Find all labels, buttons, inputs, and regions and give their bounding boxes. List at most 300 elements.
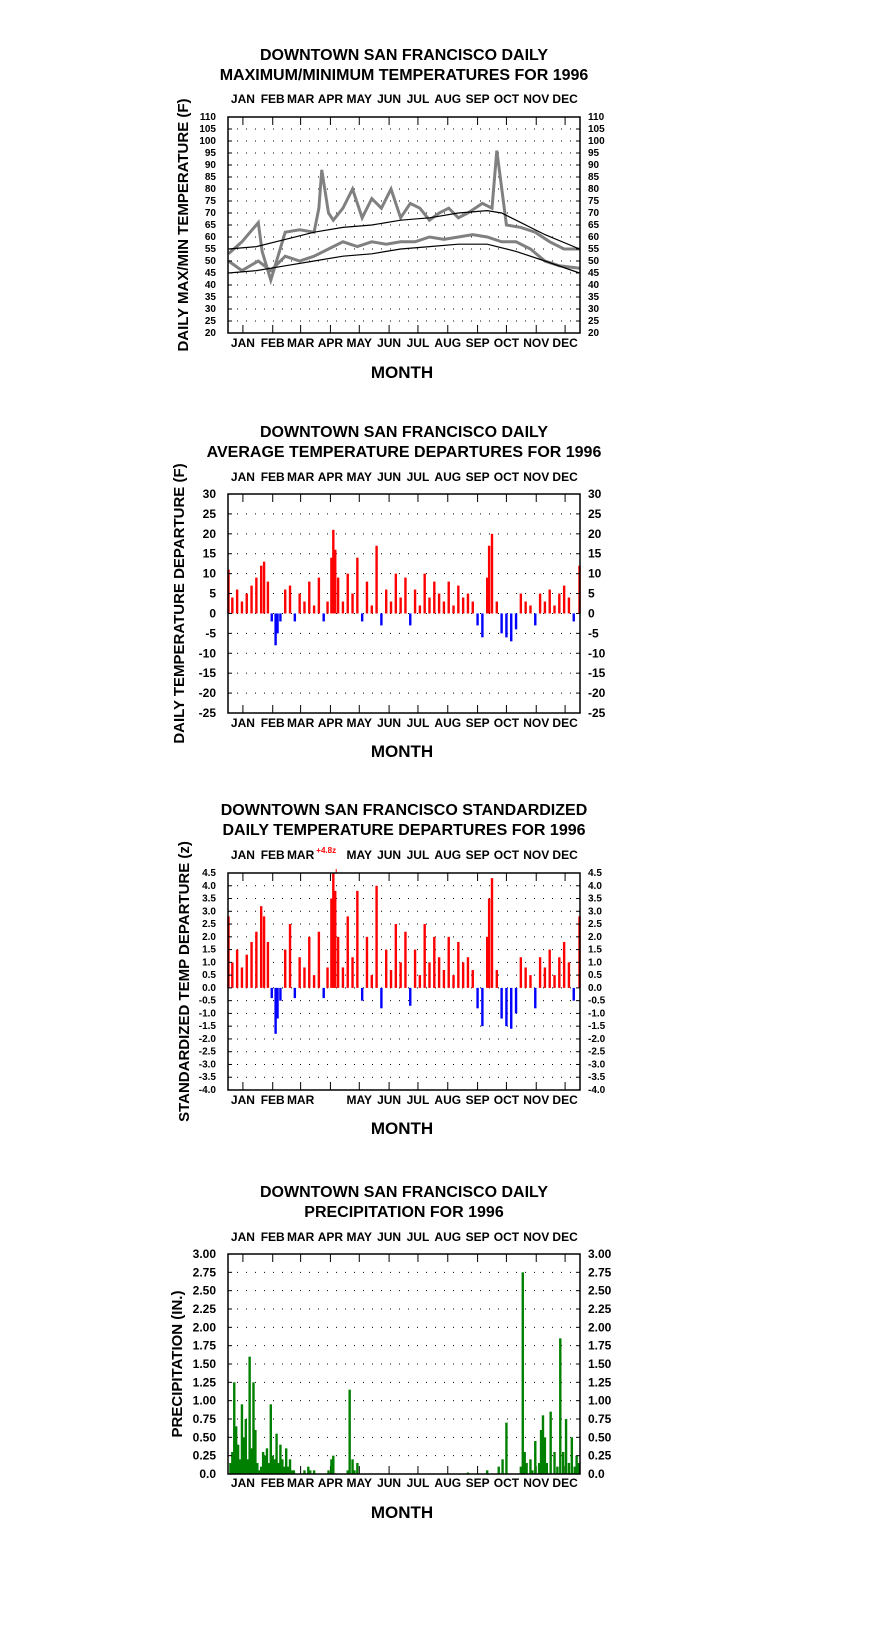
data-bar <box>500 988 502 1019</box>
data-bar <box>361 613 363 621</box>
month-label-top: OCT <box>493 1230 520 1244</box>
month-label-bottom: APR <box>317 336 344 350</box>
x-axis-label: MONTH <box>370 1119 434 1138</box>
data-bar <box>500 613 502 633</box>
y-tick-label-left: -15 <box>198 666 216 681</box>
y-tick-label-right: 50 <box>588 256 600 267</box>
y-tick-label-right: 2.5 <box>588 919 602 931</box>
data-bar <box>573 988 575 1001</box>
y-tick-label-right: 65 <box>588 220 600 231</box>
month-label-top: JUN <box>377 92 402 106</box>
data-bar <box>573 613 575 621</box>
data-bar <box>271 988 273 998</box>
month-label-bottom: NOV <box>523 716 550 730</box>
y-tick-label-left: 2.75 <box>192 1265 216 1280</box>
month-label-bottom: JUN <box>377 336 402 350</box>
y-tick-label-left: 20 <box>202 526 216 541</box>
month-label-top: JUN <box>377 848 402 862</box>
data-bar <box>337 578 339 614</box>
y-tick-label-left: 3.00 <box>192 1247 216 1261</box>
data-bar <box>568 1463 570 1474</box>
data-bar <box>472 970 474 988</box>
y-tick-label-right: 30 <box>588 304 600 315</box>
y-tick-label-right: 0.75 <box>588 1412 612 1426</box>
data-bar <box>534 1441 536 1474</box>
y-tick-label-left: 1.00 <box>192 1393 216 1408</box>
data-bar <box>568 598 570 614</box>
data-bar <box>438 957 440 988</box>
y-tick-label-left: 0.0 <box>199 1467 216 1481</box>
month-label-bottom: OCT <box>493 716 520 730</box>
y-tick-label-right: 20 <box>588 328 600 339</box>
y-tick-label-left: 0.50 <box>192 1430 216 1445</box>
data-bar <box>385 950 387 988</box>
data-bar <box>294 988 296 998</box>
month-label-bottom: NOV <box>523 1476 550 1490</box>
y-tick-label-right: 4.0 <box>588 880 602 892</box>
data-bar <box>246 594 248 614</box>
month-label-bottom: MAY <box>346 1476 373 1490</box>
month-label-bottom: JUL <box>406 336 430 350</box>
data-bar <box>428 598 430 614</box>
month-label-bottom: FEB <box>260 716 285 730</box>
month-label-top: JUL <box>406 92 430 106</box>
month-label-top: MAR <box>286 92 315 106</box>
data-bar <box>553 605 555 613</box>
y-tick-label-right: -20 <box>588 686 606 701</box>
data-bar <box>371 605 373 613</box>
month-label-bottom: JAN <box>230 336 255 350</box>
data-bar <box>462 598 464 614</box>
y-tick-label-left: 105 <box>199 124 216 135</box>
y-tick-label-left: 100 <box>199 136 216 147</box>
data-bar <box>414 590 416 614</box>
y-tick-label-right: 1.50 <box>588 1357 612 1371</box>
data-bar <box>356 891 358 988</box>
data-bar <box>568 962 570 988</box>
data-bar <box>347 574 349 614</box>
month-label-bottom: JUN <box>377 716 402 730</box>
y-tick-label-right: 110 <box>588 112 605 123</box>
data-bar <box>395 924 397 988</box>
data-bar <box>443 970 445 988</box>
y-tick-label-right: 4.5 <box>588 868 602 879</box>
data-bar <box>510 988 512 1029</box>
data-bar <box>303 967 305 987</box>
month-label-bottom: AUG <box>434 336 462 350</box>
y-tick-label-left: -2.5 <box>198 1046 216 1058</box>
month-label-bottom: SEP <box>465 1476 490 1490</box>
y-tick-label-left: 3.0 <box>202 906 216 918</box>
y-tick-label-left: 0.5 <box>202 970 216 982</box>
data-bar <box>313 605 315 613</box>
month-label-top: FEB <box>260 1230 285 1244</box>
data-bar <box>496 602 498 614</box>
data-bar <box>371 975 373 988</box>
data-bar <box>501 1459 503 1474</box>
data-bar <box>414 950 416 988</box>
month-label-bottom: SEP <box>465 1093 490 1107</box>
data-bar <box>472 602 474 614</box>
data-bar <box>549 950 551 988</box>
data-bar <box>236 590 238 614</box>
y-tick-label-right: -10 <box>588 646 606 661</box>
y-tick-label-right: 70 <box>588 208 600 219</box>
month-label-top: MAY <box>346 470 373 484</box>
month-label-top: NOV <box>523 848 550 862</box>
data-bar <box>505 988 507 1026</box>
y-tick-label-right: 90 <box>588 160 600 171</box>
data-bar <box>457 942 459 988</box>
chart-title-line: DOWNTOWN SAN FRANCISCO DAILY <box>260 47 548 64</box>
y-axis-label: PRECIPITATION (IN.) <box>169 1290 186 1438</box>
month-label-top: APR <box>317 1230 344 1244</box>
y-tick-label-left: -1.5 <box>198 1021 216 1033</box>
data-bar <box>332 1456 334 1474</box>
y-tick-label-right: 1.25 <box>588 1375 612 1390</box>
y-tick-label-left: 20 <box>204 328 216 339</box>
data-bar <box>308 582 310 614</box>
data-bar <box>563 586 565 614</box>
data-bar <box>529 975 531 988</box>
data-bar <box>289 924 291 988</box>
data-bar <box>562 1452 564 1474</box>
y-tick-label-right: -2.5 <box>588 1046 606 1058</box>
month-label-bottom: MAY <box>346 716 373 730</box>
y-tick-label-left: 45 <box>204 268 216 279</box>
data-bar <box>491 534 493 614</box>
data-bar <box>448 937 450 988</box>
data-bar <box>236 950 238 988</box>
data-bar <box>476 613 478 625</box>
data-bar <box>322 988 324 998</box>
y-tick-label-left: 40 <box>204 280 216 291</box>
month-label-top: NOV <box>523 92 550 106</box>
data-bar <box>556 1467 558 1474</box>
month-label-bottom: OCT <box>493 336 520 350</box>
y-tick-label-left: 10 <box>202 566 216 581</box>
y-tick-label-left: 3.5 <box>202 893 216 905</box>
data-bar <box>279 613 281 621</box>
y-tick-label-right: -25 <box>588 706 606 720</box>
month-label-top: DEC <box>552 1230 578 1244</box>
month-label-top: MAY <box>346 92 373 106</box>
y-tick-label-left: 2.00 <box>192 1320 216 1335</box>
y-tick-label-left: 1.50 <box>192 1357 216 1371</box>
data-bar <box>313 975 315 988</box>
data-bar <box>303 602 305 614</box>
month-label-top: SEP <box>465 92 490 106</box>
data-bar <box>298 594 300 614</box>
y-tick-label-left: 60 <box>204 232 216 243</box>
data-bar <box>231 598 233 614</box>
month-label-top: JUL <box>406 848 430 862</box>
month-label-bottom: MAY <box>346 336 373 350</box>
y-tick-label-left: 0.75 <box>192 1412 216 1426</box>
chart-title-line: AVERAGE TEMPERATURE DEPARTURES FOR 1996 <box>206 444 602 461</box>
data-bar <box>558 594 560 614</box>
data-bar <box>255 578 257 614</box>
data-bar <box>390 970 392 988</box>
month-label-top: MAY <box>346 1230 373 1244</box>
month-label-bottom: MAR <box>286 716 315 730</box>
data-bar <box>347 916 349 987</box>
y-tick-label-right: -3.5 <box>588 1072 606 1084</box>
data-bar <box>476 988 478 1008</box>
y-tick-label-right: 75 <box>588 196 600 207</box>
month-label-bottom: JUL <box>406 1476 430 1490</box>
y-tick-label-left: 75 <box>204 196 216 207</box>
month-label-top: AUG <box>434 92 462 106</box>
month-label-top: MAR <box>286 848 315 862</box>
month-label-bottom: FEB <box>260 336 285 350</box>
y-axis-label: DAILY MAX/MIN TEMPERATURE (F) <box>175 98 192 352</box>
data-bar <box>510 613 512 641</box>
y-tick-label-right: -0.5 <box>588 995 606 1007</box>
month-label-top: JUN <box>377 1230 402 1244</box>
data-bar <box>276 613 278 633</box>
y-tick-label-right: 0.25 <box>588 1448 612 1463</box>
data-bar <box>488 899 490 988</box>
month-label-top: APR <box>317 470 344 484</box>
data-bar <box>404 932 406 988</box>
month-label-bottom: JUL <box>406 1093 430 1107</box>
y-tick-label-right: 1.00 <box>588 1393 612 1408</box>
chart-title-line: DOWNTOWN SAN FRANCISCO STANDARDIZED <box>220 802 588 819</box>
data-bar <box>308 937 310 988</box>
data-bar <box>505 613 507 637</box>
y-tick-label-right: 95 <box>588 148 600 159</box>
data-bar <box>326 602 328 614</box>
y-tick-label-right: 80 <box>588 184 600 195</box>
x-axis-label: MONTH <box>370 363 434 382</box>
data-bar <box>423 924 425 988</box>
y-tick-label-right: 45 <box>588 268 600 279</box>
data-bar <box>433 582 435 614</box>
y-tick-label-right: 2.0 <box>588 931 602 943</box>
data-bar <box>409 988 411 1006</box>
data-bar <box>318 932 320 988</box>
data-bar <box>438 594 440 614</box>
annotation-label: +4.8z <box>316 846 337 855</box>
y-tick-label-left: -2.0 <box>198 1033 216 1045</box>
data-bar <box>534 988 536 1008</box>
data-bar <box>544 967 546 987</box>
month-label-top: FEB <box>260 92 285 106</box>
month-label-top: MAR <box>286 470 315 484</box>
month-label-bottom: SEP <box>465 716 490 730</box>
data-bar <box>565 1419 567 1474</box>
month-label-top: SEP <box>465 1230 490 1244</box>
month-label-bottom: OCT <box>493 1093 520 1107</box>
y-tick-label-left: -3.5 <box>198 1072 216 1084</box>
month-label-bottom: JAN <box>230 716 255 730</box>
y-tick-label-right: 40 <box>588 280 600 291</box>
y-tick-label-right: 1.75 <box>588 1338 612 1353</box>
data-bar <box>481 613 483 637</box>
data-bar <box>351 594 353 614</box>
month-label-top: MAR <box>286 1230 315 1244</box>
data-bar <box>423 574 425 614</box>
y-tick-label-right: 3.00 <box>588 1247 612 1261</box>
chart-title-line: MAXIMUM/MINIMUM TEMPERATURES FOR 1996 <box>219 67 589 84</box>
data-bar <box>462 962 464 988</box>
y-tick-label-right: 2.00 <box>588 1320 612 1335</box>
month-label-bottom: JAN <box>230 1476 255 1490</box>
month-label-top: AUG <box>434 1230 462 1244</box>
y-tick-label-left: 25 <box>202 506 216 521</box>
data-bar <box>361 988 363 1001</box>
y-tick-label-left: 4.0 <box>202 880 216 892</box>
month-label-bottom: OCT <box>493 1476 520 1490</box>
data-bar <box>544 602 546 614</box>
data-bar <box>498 1467 500 1474</box>
month-label-top: AUG <box>434 470 462 484</box>
y-tick-label-right: 30 <box>588 487 602 501</box>
y-tick-label-left: 15 <box>202 546 216 561</box>
chart-title-line: DOWNTOWN SAN FRANCISCO DAILY <box>260 1184 548 1201</box>
data-bar <box>505 1423 507 1474</box>
data-bar <box>334 891 336 988</box>
chart-title-line: DOWNTOWN SAN FRANCISCO DAILY <box>260 424 548 441</box>
month-label-bottom: JUL <box>406 716 430 730</box>
data-bar <box>263 916 265 987</box>
month-label-bottom: MAY <box>346 1093 373 1107</box>
data-bar <box>419 605 421 613</box>
data-bar <box>524 967 526 987</box>
y-tick-label-right: 15 <box>588 546 602 561</box>
y-tick-label-left: 1.0 <box>202 957 216 969</box>
y-tick-label-right: 85 <box>588 172 600 183</box>
data-bar <box>356 1463 358 1474</box>
y-tick-label-right: -1.0 <box>588 1008 606 1020</box>
y-tick-label-left: 55 <box>204 244 216 255</box>
month-label-bottom: NOV <box>523 336 550 350</box>
month-label-top: DEC <box>552 92 578 106</box>
month-label-bottom: AUG <box>434 716 462 730</box>
month-label-top: JUN <box>377 470 402 484</box>
month-label-bottom: APR <box>317 716 344 730</box>
data-bar <box>276 988 278 1019</box>
month-label-top: JAN <box>230 92 255 106</box>
data-bar <box>433 937 435 988</box>
y-tick-label-right: -2.0 <box>588 1033 606 1045</box>
y-tick-label-left: 0 <box>209 606 216 621</box>
data-bar <box>385 590 387 614</box>
data-bar <box>284 950 286 988</box>
data-bar <box>457 586 459 614</box>
data-bar <box>318 578 320 614</box>
y-tick-label-left: 30 <box>202 487 216 501</box>
data-bar <box>326 967 328 987</box>
data-bar <box>549 1412 551 1474</box>
y-tick-label-right: -15 <box>588 666 606 681</box>
y-tick-label-right: 1.0 <box>588 957 602 969</box>
y-tick-label-left: 80 <box>204 184 216 195</box>
y-tick-label-left: 65 <box>204 220 216 231</box>
y-tick-label-right: 3.5 <box>588 893 602 905</box>
data-bar <box>395 574 397 614</box>
y-tick-label-left: 2.5 <box>202 919 216 931</box>
data-bar <box>241 967 243 987</box>
y-tick-label-right: 2.50 <box>588 1283 612 1298</box>
month-label-bottom: FEB <box>260 1093 285 1107</box>
month-label-top: JAN <box>230 470 255 484</box>
data-bar <box>520 957 522 988</box>
y-tick-label-left: 5 <box>209 586 216 601</box>
y-tick-label-left: 0.0 <box>202 982 216 994</box>
month-label-top: NOV <box>523 470 550 484</box>
month-label-bottom: MAR <box>286 1093 315 1107</box>
month-label-top: FEB <box>260 848 285 862</box>
month-label-bottom: DEC <box>552 1093 578 1107</box>
data-bar <box>375 886 377 988</box>
month-label-top: JAN <box>230 848 255 862</box>
month-label-top: DEC <box>552 848 578 862</box>
data-bar <box>289 586 291 614</box>
data-bar <box>409 613 411 625</box>
month-label-top: JUL <box>406 470 430 484</box>
data-bar <box>553 1452 555 1474</box>
month-label-top: OCT <box>493 848 520 862</box>
data-bar <box>298 957 300 988</box>
y-tick-label-left: -0.5 <box>198 995 216 1007</box>
data-bar <box>271 613 273 621</box>
data-bar <box>546 1463 548 1474</box>
y-tick-label-left: -1.0 <box>198 1008 216 1020</box>
data-bar <box>246 955 248 988</box>
y-tick-label-left: 85 <box>204 172 216 183</box>
data-bar <box>515 613 517 629</box>
y-tick-label-left: -3.0 <box>198 1059 216 1071</box>
data-bar <box>443 602 445 614</box>
data-bar <box>366 937 368 988</box>
month-label-bottom: DEC <box>552 716 578 730</box>
month-label-top: AUG <box>434 848 462 862</box>
y-tick-label-left: -5 <box>205 626 216 641</box>
data-bar <box>525 1463 527 1474</box>
data-bar <box>322 613 324 621</box>
data-bar <box>375 546 377 614</box>
y-tick-label-left: 95 <box>204 148 216 159</box>
y-tick-label-left: 110 <box>199 112 216 123</box>
y-tick-label-left: -10 <box>198 646 216 661</box>
data-bar <box>467 594 469 614</box>
data-bar <box>522 1272 524 1474</box>
data-bar <box>496 970 498 988</box>
data-bar <box>524 602 526 614</box>
data-bar <box>356 558 358 614</box>
data-bar <box>399 962 401 988</box>
month-label-top: JAN <box>230 1230 255 1244</box>
data-bar <box>491 878 493 988</box>
data-bar <box>559 1338 561 1474</box>
y-tick-label-left: 1.5 <box>202 944 216 956</box>
data-bar <box>279 988 281 1001</box>
y-axis-label: DAILY TEMPERATURE DEPARTURE (F) <box>171 463 188 744</box>
y-tick-label-right: 2.75 <box>588 1265 612 1280</box>
y-tick-label-right: 2.25 <box>588 1302 612 1316</box>
data-bar <box>255 932 257 988</box>
data-bar <box>448 582 450 614</box>
month-label-top: DEC <box>552 470 578 484</box>
month-label-top: OCT <box>493 470 520 484</box>
month-label-bottom: JUN <box>377 1093 402 1107</box>
y-tick-label-left: 1.25 <box>192 1375 216 1390</box>
chart-title-line: PRECIPITATION FOR 1996 <box>304 1204 504 1221</box>
data-bar <box>452 975 454 988</box>
data-bar <box>267 942 269 988</box>
